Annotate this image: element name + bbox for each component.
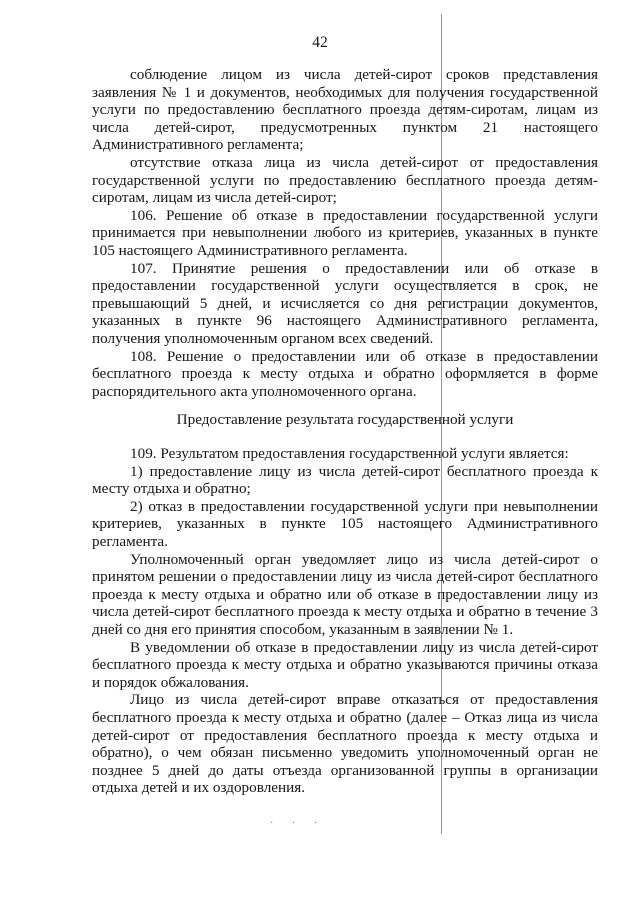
paragraph: соблюдение лицом из числа детей-сирот сроков представления заявления № 1 и документов, необходимых для получения государственной услуги по предоставлению бесплатного проезда детям-сиротам, лицам из числа детей-сирот, предусмотренных пунктом 21 настоящего Административного регламента; (92, 66, 598, 154)
paragraph: В уведомлении об отказе в предоставлении лицу из числа детей-сирот бесплатного проезда к месту отдыха и обратно указываются причины отказа и порядок обжалования. (92, 638, 598, 691)
paragraph: 109. Результатом предоставления государственной услуги является: (130, 445, 569, 462)
paragraph: Лицо из числа детей-сирот вправе отказаться от предоставления бесплатного проезда к месту отдыха и обратно (далее – Отказ лица из числа детей-сирот от предоставления бесплатного проезда к месту отдыха и обратно), о чем обязан письменно уведомить уполномоченный орган не позднее 5 дней до даты отъезда организованной группы в организации отдыха детей и их оздоровления. (92, 691, 598, 797)
paragraph: отсутствие отказа лица из числа детей-сирот от предоставления государственной услуги по предоставлению бесплатного проезда детям-сиротам, лицам из числа детей-сирот; (92, 153, 598, 207)
page-number: 42 (312, 34, 328, 51)
scan-specks: · · · (270, 818, 325, 829)
text-block-top (92, 66, 598, 400)
paragraph: 106. Решение об отказе в предоставлении государственной услуги принимается при невыполнении любого из критериев, указанных в пункте 105 настоящего Административного регламента. (92, 206, 598, 259)
paragraph: 2) отказ в предоставлении государственной услуги при невыполнении критериев, указанных в пункте 105 настоящего Административного регламента. (92, 497, 598, 550)
paragraph: 108. Решение о предоставлении или об отказе в предоставлении бесплатного проезда к месту отдыха и обратно оформляется в форме распорядительного акта уполномоченного органа. (92, 347, 598, 400)
paragraph: Уполномоченный орган уведомляет лицо из числа детей-сирот о принятом решении о предоставлении лицу из числа детей-сирот бесплатного проезда к месту отдыха и обратно или об отказе в предоставлении лицу из числа детей-сирот бесплатного проезда к месту отдыха и обратно в течение 3 дней со дня его принятия способом, указанным в заявлении № 1. (92, 550, 598, 638)
paragraph: 107. Принятие решения о предоставлении или об отказе в предоставлении государственной услуги осуществляется в срок, не превышающий 5 дней, и исчисляется со дня регистрации документов, указанных в пункте 96 настоящего Административного регламента, получения уполномоченным органом всех сведений. (92, 259, 598, 347)
section-heading: Предоставление результата государственной услуги (176, 411, 514, 428)
paragraph: 1) предоставление лицу из числа детей-сирот бесплатного проезда к месту отдыха и обратно; (92, 462, 598, 498)
text-block-bottom (92, 445, 598, 797)
